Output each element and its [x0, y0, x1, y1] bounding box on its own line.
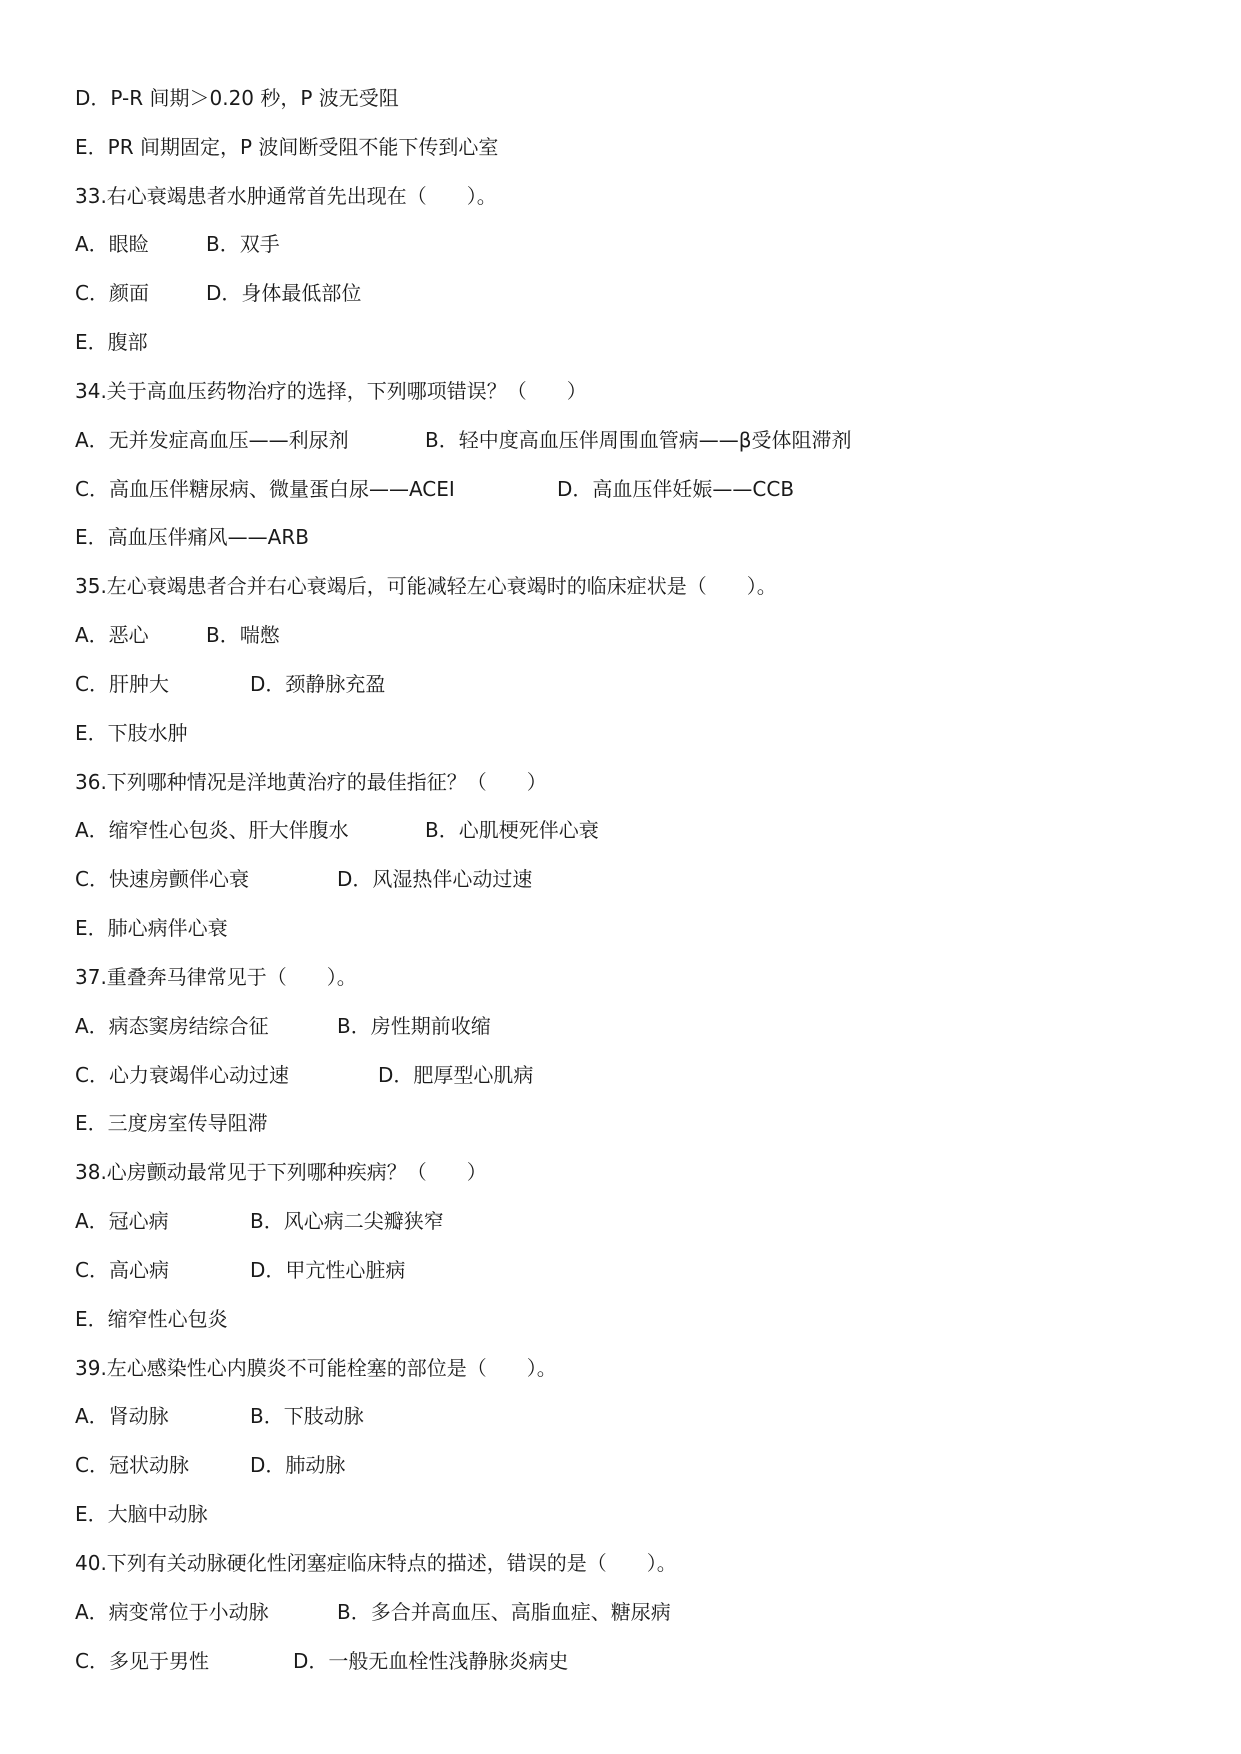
option-b: B．轻中度高血压伴周围血管病——β受体阻滞剂	[425, 428, 852, 452]
option-b: B．多合并高血压、高脂血症、糖尿病	[337, 1600, 671, 1624]
question-text: 33.右心衰竭患者水肿通常首先出现在（ ）。	[75, 184, 497, 208]
option-e: E．高血压伴痛风——ARB	[75, 525, 309, 549]
option-d: D．肥厚型心肌病	[378, 1063, 534, 1087]
option-d: D．身体最低部位	[206, 281, 362, 305]
option-c: C．快速房颤伴心衰	[75, 867, 249, 891]
option-text: D．P-R 间期＞0.20 秒，P 波无受阻	[75, 86, 399, 110]
option-b: B．下肢动脉	[250, 1404, 364, 1428]
option-d: D．高血压伴妊娠——CCB	[557, 477, 795, 501]
option-d: D．颈静脉充盈	[250, 672, 386, 696]
option-c: C．高心病	[75, 1258, 169, 1282]
option-a: A．眼睑	[75, 232, 149, 256]
option-c: C．颜面	[75, 281, 149, 305]
option-d: D．风湿热伴心动过速	[337, 867, 533, 891]
option-a: A．病变常位于小动脉	[75, 1600, 269, 1624]
option-c: C．多见于男性	[75, 1649, 209, 1673]
option-e: E．大脑中动脉	[75, 1502, 208, 1526]
option-a: A．肾动脉	[75, 1404, 169, 1428]
question-text: 40.下列有关动脉硬化性闭塞症临床特点的描述，错误的是（ ）。	[75, 1551, 677, 1575]
option-e: E．肺心病伴心衰	[75, 916, 228, 940]
option-a: A．恶心	[75, 623, 149, 647]
option-e: E．缩窄性心包炎	[75, 1307, 228, 1331]
question-text: 36.下列哪种情况是洋地黄治疗的最佳指征？（ ）	[75, 770, 547, 794]
option-c: C．心力衰竭伴心动过速	[75, 1063, 289, 1087]
option-e: E．腹部	[75, 330, 148, 354]
option-c: C．冠状动脉	[75, 1453, 189, 1477]
option-a: A．病态窦房结综合征	[75, 1014, 269, 1038]
option-a: A．无并发症高血压——利尿剂	[75, 428, 349, 452]
option-b: B．喘憋	[206, 623, 280, 647]
option-b: B．风心病二尖瓣狭窄	[250, 1209, 444, 1233]
option-e: E．三度房室传导阻滞	[75, 1111, 268, 1135]
question-text: 34.关于高血压药物治疗的选择，下列哪项错误？（ ）	[75, 379, 587, 403]
option-b: B．房性期前收缩	[337, 1014, 491, 1038]
question-text: 39.左心感染性心内膜炎不可能栓塞的部位是（ ）。	[75, 1356, 557, 1380]
option-d: D．肺动脉	[250, 1453, 346, 1477]
question-text: 38.心房颤动最常见于下列哪种疾病？（ ）	[75, 1160, 487, 1184]
option-a: A．冠心病	[75, 1209, 169, 1233]
option-e: E．下肢水肿	[75, 721, 188, 745]
option-c: C．肝肿大	[75, 672, 169, 696]
option-b: B．双手	[206, 232, 280, 256]
option-d: D．甲亢性心脏病	[250, 1258, 406, 1282]
option-a: A．缩窄性心包炎、肝大伴腹水	[75, 818, 349, 842]
question-text: 37.重叠奔马律常见于（ ）。	[75, 965, 357, 989]
option-c: C．高血压伴糖尿病、微量蛋白尿——ACEI	[75, 477, 455, 501]
option-text: E．PR 间期固定，P 波间断受阻不能下传到心室	[75, 135, 499, 159]
question-text: 35.左心衰竭患者合并右心衰竭后，可能减轻左心衰竭时的临床症状是（ ）。	[75, 574, 777, 598]
option-d: D．一般无血栓性浅静脉炎病史	[293, 1649, 569, 1673]
option-b: B．心肌梗死伴心衰	[425, 818, 599, 842]
